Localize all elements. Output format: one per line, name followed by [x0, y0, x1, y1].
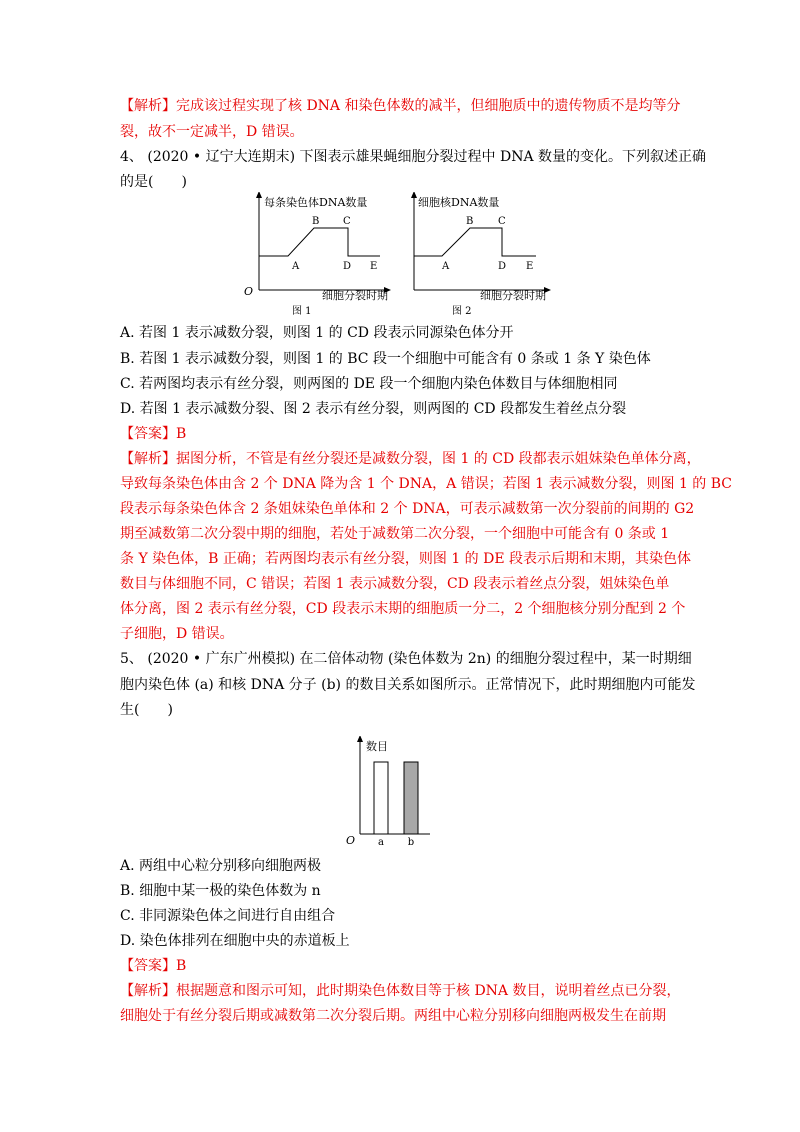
q4-analysis-4: 期至减数第二次分裂中期的细胞，若处于减数第二次分裂，一个细胞中可能含有 0 条或 1: [120, 526, 670, 542]
q4-analysis-2: 导致每条染色体由含 2 个 DNA 降为含 1 个 DNA，A 错误；若图 1 表示减数分裂，则图 1 的 BC: [120, 476, 733, 492]
fig1-point-e: E: [370, 261, 378, 272]
q4-stem-1: 4、 (2020 • 辽宁大连期末) 下图表示雄果蝇细胞分裂过程中 DNA 数量的变化。下列叙述正确: [120, 149, 707, 165]
bar-a: [374, 762, 388, 834]
fig1-point-b: B: [312, 216, 320, 227]
fig1-point-a: A: [292, 261, 300, 272]
q5-answer: 【答案】B: [120, 958, 187, 974]
fig2-xlabel: 细胞分裂时期: [480, 289, 546, 302]
q4-answer-value: B: [176, 426, 187, 442]
q4-answer: [120, 424, 186, 444]
q5-stem-1: 5、 (2020 • 广东广州模拟) 在二倍体动物 (染色体数为 2n) 的细胞分裂过程中，某一时期细: [120, 651, 692, 667]
q5-option-b: B. 细胞中某一极的染色体数为 n: [120, 883, 321, 899]
fig2-point-a: A: [442, 261, 450, 272]
q4-analysis-7: 体分离，图 2 表示有丝分裂，CD 段表示末期的细胞质一分二，2 个细胞核分别分配到 2 个: [120, 601, 686, 617]
fig2-ylabel: 细胞核DNA数量: [418, 196, 500, 209]
q4-stem-2: 的是( ): [120, 174, 187, 190]
q5-analysis-1: 【解析】根据题意和图示可知，此时期染色体数目等于核 DNA 数目，说明着丝点已分裂，: [120, 983, 681, 999]
q5-stem-2: 胞内染色体 (a) 和核 DNA 分子 (b) 的数目关系如图所示。正常情况下，此时期细胞内可能发: [120, 677, 696, 693]
intro-line-2: 裂，故不一定减半，D 错误。: [120, 124, 304, 140]
chart-ylabel: 数目: [366, 740, 388, 753]
fig1-point-c: C: [343, 216, 351, 227]
q5-option-d: D. 染色体排列在细胞中央的赤道板上: [120, 933, 350, 949]
chart-origin: O: [346, 834, 356, 847]
answer-tag: 【答案】: [120, 426, 176, 442]
q4-option-d: D. 若图 1 表示减数分裂、图 2 表示有丝分裂，则两图的 CD 段都发生着丝点分裂: [120, 401, 627, 417]
fig1-origin: O: [244, 285, 254, 298]
q5-option-c: C. 非同源染色体之间进行自由组合: [120, 908, 336, 924]
q5-stem-3: 生( ): [120, 702, 173, 718]
tick-label-a: a: [378, 837, 384, 848]
q4-analysis-1: 【解析】据图分析，不管是有丝分裂还是减数分裂，图 1 的 CD 段都表示姐妹染色单体分离，: [120, 451, 701, 467]
bar-b: [404, 762, 418, 834]
q4-analysis-8: 子细胞，D 错误。: [120, 626, 234, 642]
q4-option-a: A. 若图 1 表示减数分裂，则图 1 的 CD 段表示同源染色体分开: [120, 325, 514, 341]
figure-2: [414, 194, 548, 317]
figure-1: [244, 194, 388, 317]
q4-figures: [230, 192, 560, 322]
bars: [374, 762, 418, 848]
q4-analysis-5: 条 Y 染色体，B 正确；若两图均表示有丝分裂，则图 1 的 DE 段表示后期和末期，其染色体: [120, 551, 692, 567]
q5-answer-value: B: [176, 958, 187, 974]
fig2-point-c: C: [498, 216, 506, 227]
fig1-xlabel: 细胞分裂时期: [322, 289, 388, 302]
intro-line-1: 【解析】完成该过程实现了核 DNA 和染色体数的减半，但细胞质中的遗传物质不是均等分: [120, 98, 681, 114]
q5-option-a: A. 两组中心粒分别移向细胞两极: [120, 858, 322, 874]
tick-label-b: b: [407, 837, 415, 848]
fig2-caption: 图 2: [452, 306, 472, 317]
fig2-point-e: E: [526, 261, 534, 272]
fig1-ylabel: 每条染色体DNA数量: [264, 196, 368, 209]
q5-analysis-2: 细胞处于有丝分裂后期或减数第二次分裂后期。两组中心粒分别移向细胞两极发生在前期: [120, 1008, 666, 1024]
q5-bar-chart: [340, 736, 440, 852]
q4-analysis-6: 数目与体细胞不同，C 错误；若图 1 表示减数分裂，CD 段表示着丝点分裂，姐妹染色单: [120, 576, 670, 592]
q4-option-c: C. 若两图均表示有丝分裂，则两图的 DE 段一个细胞内染色体数目与体细胞相同: [120, 376, 618, 392]
fig1-caption: 图 1: [292, 306, 312, 317]
fig1-point-d: D: [343, 261, 352, 272]
fig2-point-b: B: [466, 216, 474, 227]
q4-option-b: B. 若图 1 表示减数分裂，则图 1 的 BC 段一个细胞中可能含有 0 条或 1 条 Y 染色体: [120, 351, 651, 367]
q4-analysis-3: 段表示每条染色体含 2 条姐妹染色单体和 2 个 DNA，可表示减数第一次分裂前的间期的 G2: [120, 501, 695, 517]
fig2-point-d: D: [498, 261, 507, 272]
analysis-tag: 【解析】: [120, 98, 176, 114]
